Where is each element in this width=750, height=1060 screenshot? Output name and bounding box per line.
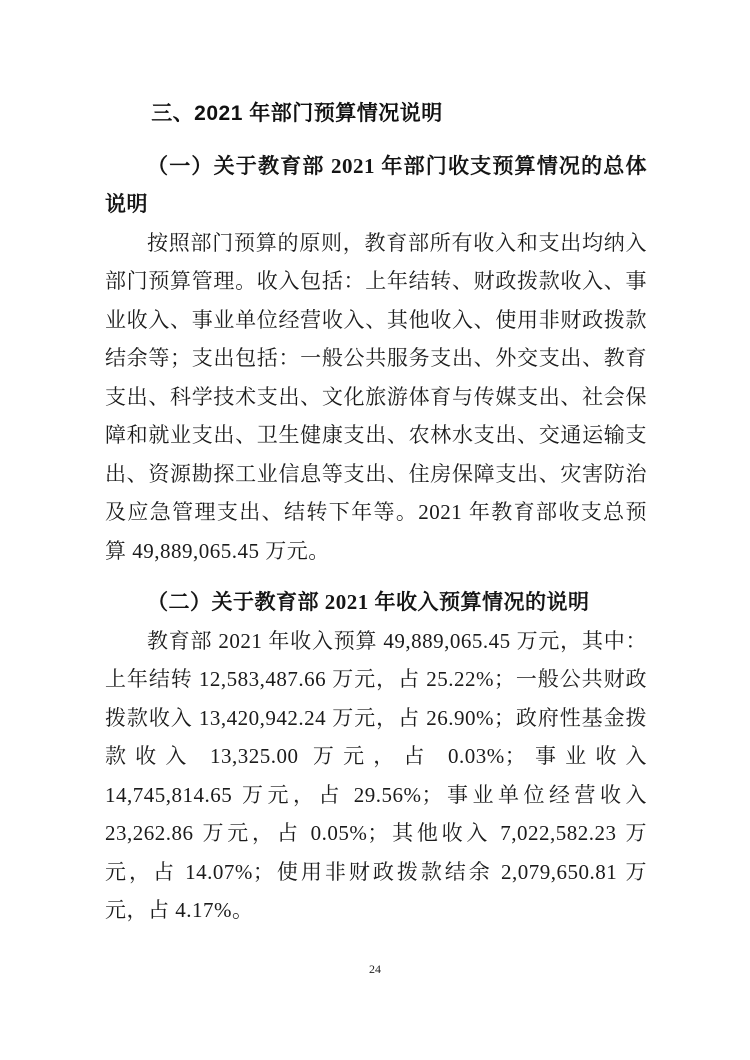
subsection-heading-income-statement: （二）关于教育部 2021 年收入预算情况的说明 [147, 590, 590, 614]
section-heading-budget-explanation: 三、2021 年部门预算情况说明 [151, 102, 443, 125]
page-number: 24 [369, 962, 381, 976]
subsection-heading-overall-statement: （一）关于教育部 2021 年部门收支预算情况的总体说明 [105, 153, 647, 216]
document-content [105, 95, 647, 930]
paragraph-income-details: 教育部 2021 年收入预算 49,889,065.45 万元，其中：上年结转 12,583,487.66 万元，占 25.22%；一般公共财政拨款收入 13,420,942.24 万元，占 26.90%；政府性基金拨款收入 13,325.00 万元，占 0.03%；事业收入 14,745,814.65 万元，占 29.56%；事业单位经营收入 23,262.86 万元，占 0.05%；其他收入 7,022,582.23 万元，占 14.07%；使用非财政拨款结余 2,079,650.81 万元，占 4.17%。 [105, 628, 647, 922]
paragraph-budget-overview: 按照部门预算的原则，教育部所有收入和支出均纳入部门预算管理。收入包括：上年结转、财政拨款收入、事业收入、事业单位经营收入、其他收入、使用非财政拨款结余等；支出包括：一般公共服务支出、外交支出、教育支出、科学技术支出、文化旅游体育与传媒支出、社会保障和就业支出、卫生健康支出、农林水支出、交通运输支出、资源勘探工业信息等支出、住房保障支出、灾害防治及应急管理支出、结转下年等。2021 年教育部收支总预算 49,889,065.45 万元。 [105, 230, 647, 563]
